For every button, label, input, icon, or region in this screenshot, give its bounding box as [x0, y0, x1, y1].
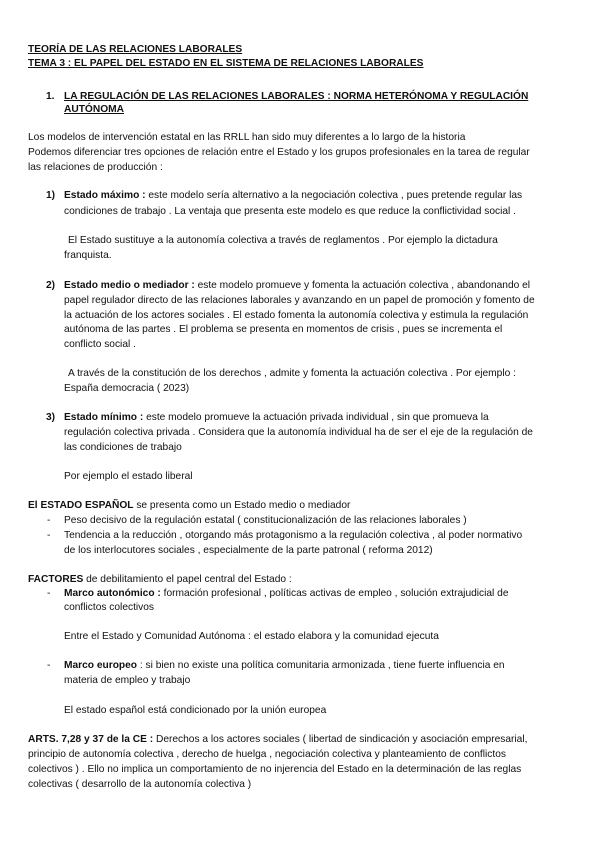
spanish-state-heading: El ESTADO ESPAÑOL se presenta como un Estado medio o mediador [28, 500, 351, 511]
model-medio-line: autónoma de las partes . El problema se presenta en momentos de crisis , pues se incrementa el [64, 324, 503, 335]
model-maximo-line: condiciones de trabajo . La ventaja que presenta este modelo es que reduce la conflictividad social . [64, 206, 516, 217]
model-term: Estado máximo : [64, 190, 146, 201]
model-minimo-example: Por ejemplo el estado liberal [64, 471, 193, 482]
document-subtitle: TEMA 3 : EL PAPEL DEL ESTADO EN EL SISTEMA DE RELACIONES LABORALES [28, 58, 424, 69]
articles-line: colectivas ( desarrollo de la autonomía colectiva ) [28, 779, 252, 790]
bullet-dash: - [47, 515, 51, 526]
factors-term: FACTORES [28, 574, 84, 585]
bullet-dash: - [47, 530, 51, 541]
spanish-state-bullet: de los interlocutores sociales , especialmente de la parte patronal ( reforma 2012) [64, 545, 433, 556]
model-medio-line: papel regulador directo de las relaciones laborales y avanzando en un papel de promoción y fomento de [64, 295, 535, 306]
factor-europeo-line: materia de empleo y trabajo [64, 675, 191, 686]
section-heading-line1: LA REGULACIÓN DE LAS RELACIONES LABORALES : NORMA HETERÓNOMA Y REGULACIÓN [64, 91, 529, 102]
list-number: 1) [46, 190, 56, 201]
document-title: TEORÍA DE LAS RELACIONES LABORALES [28, 44, 243, 55]
bullet-dash: - [47, 660, 51, 671]
model-term: Estado mínimo : [64, 412, 144, 423]
model-maximo-example: El Estado sustituye a la autonomía colectiva a través de reglamentos . Por ejemplo la dictadura [68, 235, 498, 246]
model-maximo-example: franquista. [64, 250, 112, 261]
articles-line: principio de autonomía colectiva , derecho de huelga , negociación colectiva y planteamiento de conflictos [28, 749, 506, 760]
model-minimo-line: regulación colectiva privada . Considera que la autonomía individual ha de ser el eje de la regulación de [64, 427, 533, 438]
model-minimo-line: Estado mínimo : este modelo promueve la actuación privada individual , sin que promueva la [64, 412, 489, 423]
model-maximo-line: Estado máximo : este modelo sería alternativo a la negociación colectiva , pues pretende regular las [64, 190, 523, 201]
factor-term: Marco europeo [64, 660, 138, 671]
articles-term: ARTS. 7,28 y 37 de la CE : [28, 734, 154, 745]
model-term: Estado medio o mediador : [64, 280, 195, 291]
articles-line: colectivos ) . Ello no implica un comportamiento de no injerencia del Estado en la determinación de las reglas [28, 764, 522, 775]
factor-europeo-line: Marco europeo : si bien no existe una política comunitaria armonizada , tiene fuerte influencia en [64, 660, 505, 671]
model-medio-example: A través de la constitución de los derechos , admite y fomenta la actuación colectiva . Por ejemplo : [68, 368, 516, 379]
factors-heading: FACTORES de debilitamiento el papel central del Estado : [28, 574, 292, 585]
factor-autonomico-note: Entre el Estado y Comunidad Autónoma : el estado elabora y la comunidad ejecuta [64, 631, 439, 642]
factor-autonomico-line: Marco autonómico : formación profesional , políticas activas de empleo , solución extrajudicial de [64, 588, 509, 599]
list-number: 2) [46, 280, 56, 291]
list-number: 3) [46, 412, 56, 423]
model-medio-line: Estado medio o mediador : este modelo promueve y fomenta la actuación colectiva , abandonando el [64, 280, 531, 291]
intro-line: Podemos diferenciar tres opciones de relación entre el Estado y los grupos profesionales en la tarea de regular [28, 147, 530, 158]
model-medio-line: conflicto social . [64, 339, 136, 350]
spanish-state-bullet: Peso decisivo de la regulación estatal ( constitucionalización de las relaciones laborales ) [64, 515, 467, 526]
factor-europeo-note: El estado español está condicionado por la unión europea [64, 705, 327, 716]
spanish-state-term: El ESTADO ESPAÑOL [28, 500, 134, 511]
model-medio-example: España democracia ( 2023) [64, 383, 190, 394]
model-minimo-line: las condiciones de trabajo [64, 442, 182, 453]
factor-autonomico-line: conflictos colectivos [64, 602, 155, 613]
intro-line: Los modelos de intervención estatal en las RRLL han sido muy diferentes a lo largo de la historia [28, 132, 466, 143]
spanish-state-bullet: Tendencia a la reducción , otorgando más protagonismo a la regulación colectiva , al poder normativo [64, 530, 523, 541]
bullet-dash: - [47, 588, 51, 599]
section-number: 1. [46, 91, 55, 102]
intro-line: las relaciones de producción : [28, 162, 163, 173]
section-heading-line2: AUTÓNOMA [64, 104, 124, 115]
factor-term: Marco autonómico : [64, 588, 161, 599]
model-medio-line: la actuación de los actores sociales . El estado fomenta la autonomía colectiva y estimula la regulación [64, 310, 529, 321]
articles-line: ARTS. 7,28 y 37 de la CE : Derechos a los actores sociales ( libertad de sindicación y asociación empresarial, [28, 734, 528, 745]
